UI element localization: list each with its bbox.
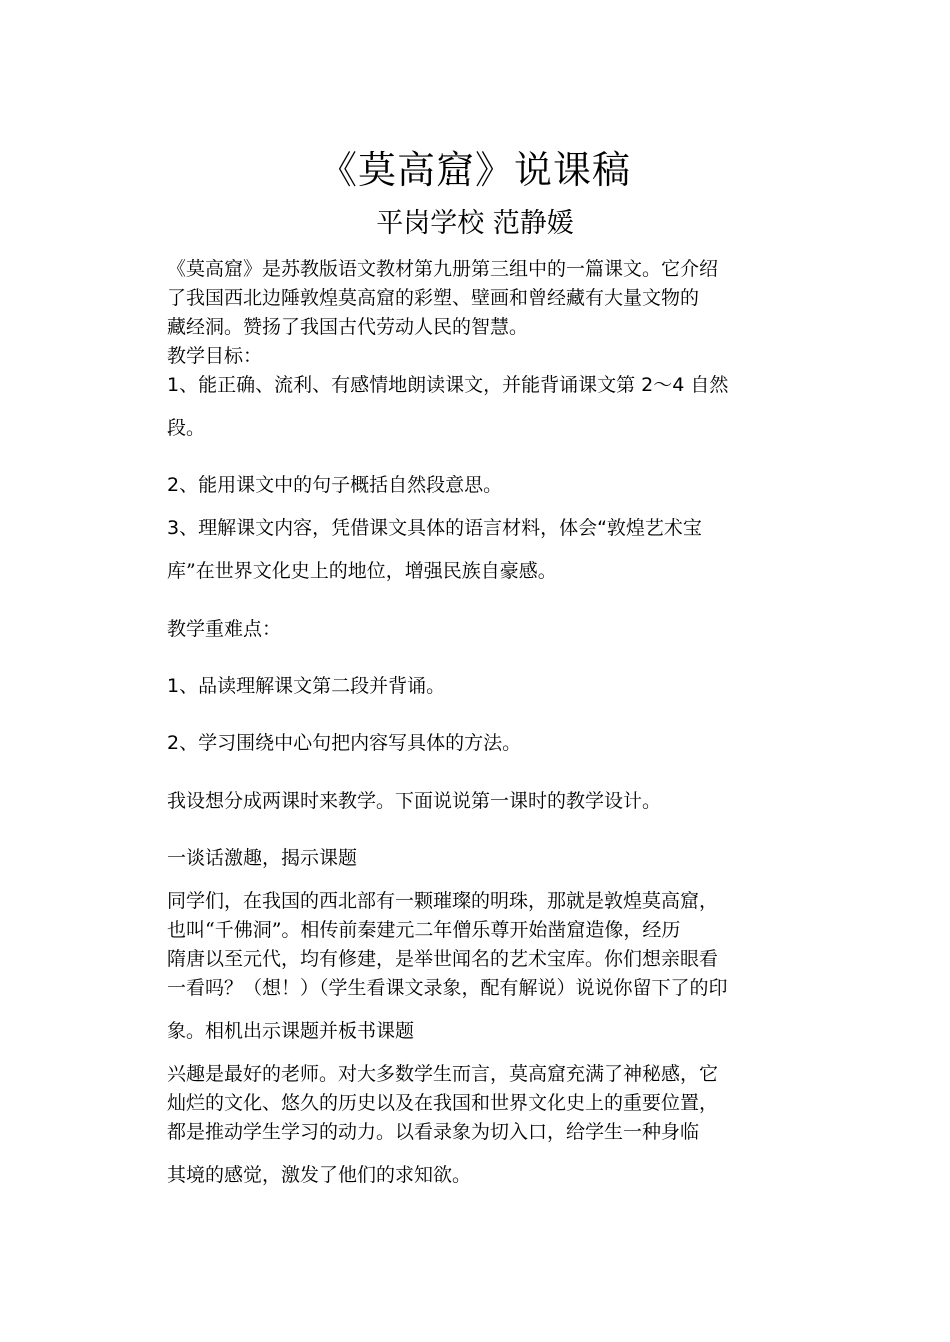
paragraph-line: 《莫高窟》是苏教版语文教材第九册第三组中的一篇课文。它介绍	[167, 258, 719, 280]
paragraph-line: 都是推动学生学习的动力。以看录象为切入口，给学生一种身临	[167, 1121, 700, 1143]
paragraph-line: 隋唐以至元代，均有修建，是举世闻名的艺术宝库。你们想亲眼看	[167, 948, 719, 970]
key-point-item: 1、品读理解课文第二段并背诵。	[167, 675, 446, 697]
paragraph-line: 库”在世界文化史上的地位，增强民族自豪感。	[167, 560, 557, 582]
document-title: 《莫高窟》说课稿	[318, 148, 631, 192]
paragraph-line: 象。相机出示课题并板书课题	[167, 1020, 415, 1042]
objective-item: 2、能用课文中的句子概括自然段意思。	[167, 474, 503, 496]
objective-item: 1、能正确、流利、有感情地朗读课文，并能背诵课文第 2～4 自然	[167, 374, 729, 396]
paragraph-line: 也叫“千佛洞”。相传前秦建元二年僧乐尊开始凿窟造像，经历	[167, 919, 681, 941]
paragraph-line: 灿烂的文化、悠久的历史以及在我国和世界文化史上的重要位置，	[167, 1092, 719, 1114]
paragraph-line: 兴趣是最好的老师。对大多数学生而言，莫高窟充满了神秘感，它	[167, 1063, 719, 1085]
paragraph-line: 藏经洞。赞扬了我国古代劳动人民的智慧。	[167, 316, 529, 338]
paragraph-line: 一看吗？（想！）（学生看课文录象，配有解说）说说你留下了的印	[167, 977, 728, 999]
paragraph-line: 其境的感觉，激发了他们的求知欲。	[167, 1164, 472, 1186]
section-heading: 一谈话激趣，揭示课题	[167, 847, 358, 869]
paragraph-line: 我设想分成两课时来教学。下面说说第一课时的教学设计。	[167, 790, 662, 812]
paragraph-line: 段。	[167, 417, 206, 439]
section-heading: 教学重难点：	[167, 618, 282, 640]
key-point-item: 2、学习围绕中心句把内容写具体的方法。	[167, 732, 522, 754]
objective-item: 3、理解课文内容，凭借课文具体的语言材料，体会“敦煌艺术宝	[167, 517, 702, 539]
section-heading: 教学目标：	[167, 345, 263, 367]
document-author: 平岗学校 范静媛	[376, 208, 574, 239]
paragraph-line: 了我国西北边陲敦煌莫高窟的彩塑、壁画和曾经藏有大量文物的	[167, 287, 700, 309]
paragraph-line: 同学们，在我国的西北部有一颗璀璨的明珠，那就是敦煌莫高窟，	[167, 890, 719, 912]
